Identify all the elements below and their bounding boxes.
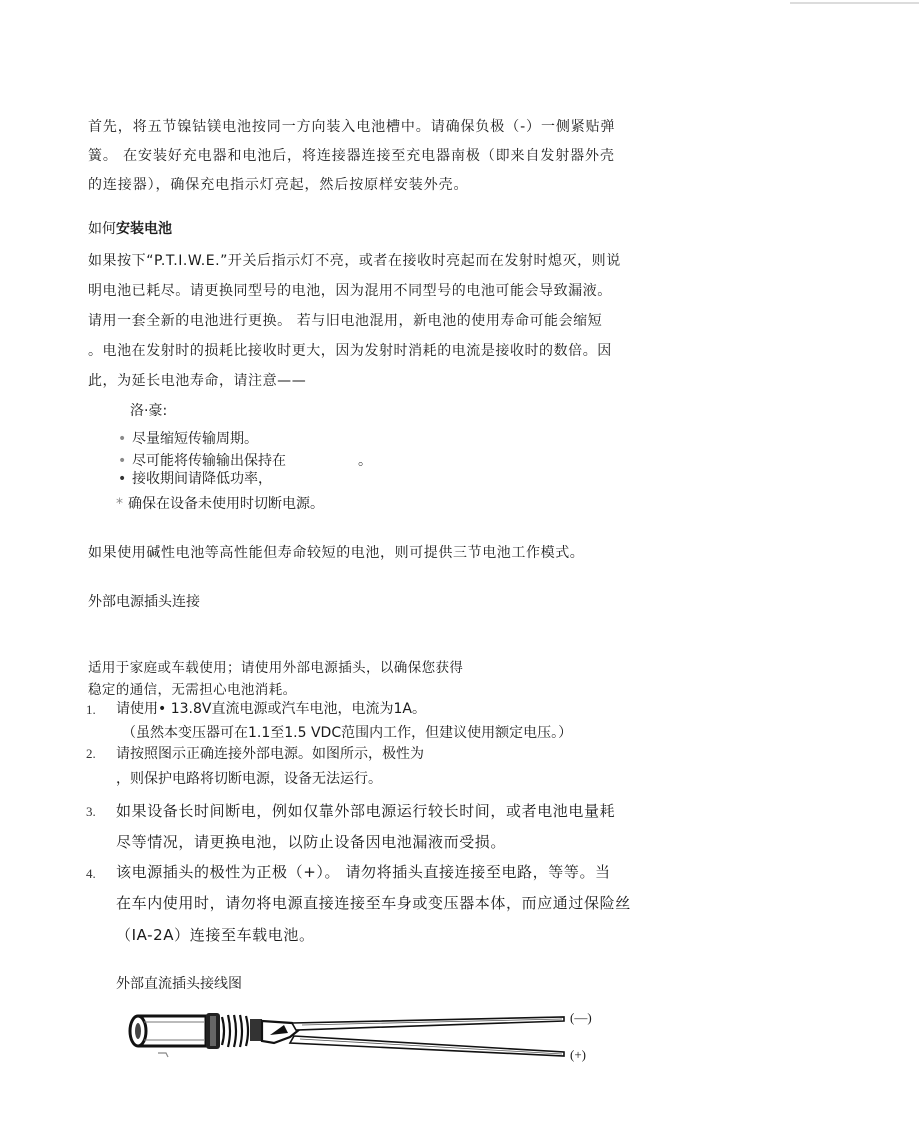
battery-line-4: 。电池在发射时的损耗比接收时更大，因为发射时消耗的电流是接收时的数倍。因 xyxy=(88,343,612,359)
external-intro-line-1: 适用于家庭或车载使用；请使用外部电源插头，以确保您获得 xyxy=(88,660,464,676)
item-1-line-1: 请使用• 13.8V直流电源或汽车电池，电流为1A。 xyxy=(116,701,426,717)
item-number: 2. xyxy=(86,746,96,761)
top-edge-line xyxy=(790,2,919,4)
item-4-line-1: 该电源插头的极性为正极（+）。 请勿将插头直接连接至电路，等等。当 xyxy=(116,863,611,881)
item-number: 1. xyxy=(86,702,96,717)
negative-label: (—) xyxy=(570,1010,592,1025)
battery-paragraph xyxy=(88,246,648,396)
positive-label: (+) xyxy=(570,1047,586,1062)
bullet-text: 尽量缩短传输周期。 xyxy=(132,431,258,447)
item-number: 4. xyxy=(86,866,96,881)
list-item xyxy=(118,428,258,448)
heading-prefix: 如何 xyxy=(88,221,116,237)
bullet-text: 接收期间请降低功率， xyxy=(132,471,272,487)
section-heading-battery xyxy=(88,218,172,238)
intro-line-1: 首先，将五节镍钴镁电池按同一方向装入电池槽中。请确保负极（-）一侧紧贴弹 xyxy=(88,119,616,135)
item-3-line-1: 如果设备长时间断电，例如仅靠外部电源运行较长时间，或者电池电量耗 xyxy=(116,802,616,820)
item-4-line-3: （IA-2A）连接至车载电池。 xyxy=(116,926,315,944)
bullet-marker: • xyxy=(118,471,127,487)
intro-paragraph xyxy=(88,113,648,200)
dc-plug-illustration xyxy=(124,1003,604,1071)
bullet-text: 尽可能将传输输出保持在 xyxy=(132,453,286,469)
battery-line-5: 此，为延长电池寿命，请注意—— xyxy=(88,373,307,389)
diagram-caption: 外部直流插头接线图 xyxy=(116,976,242,992)
item-3-line-2: 尽等情况，请更换电池，以防止设备因电池漏液而受损。 xyxy=(116,833,507,851)
list-item xyxy=(116,493,324,513)
item-number: 3. xyxy=(86,804,96,819)
intro-line-2: 簧。 在安装好充电器和电池后，将连接器连接至充电器南极（即来自发射器外壳 xyxy=(88,148,615,164)
bullet-marker: • xyxy=(118,431,127,447)
list-item xyxy=(118,450,372,470)
item-2-line-2: ，则保护电路将切断电源，设备无法运行。 xyxy=(116,771,382,787)
bullet-trailing: 。 xyxy=(358,453,372,469)
section-heading-external-power: 外部电源插头连接 xyxy=(88,594,200,610)
item-2-line-1: 请按照图示正确连接外部电源。如图所示，极性为 xyxy=(116,746,424,762)
bullet-marker: • xyxy=(118,453,127,469)
battery-line-1: 如果按下“P.T.I.W.E.”开关后指示灯不亮，或者在接收时亮起而在发射时熄灭，则说 xyxy=(88,253,621,269)
bullet-text: 确保在设备未使用时切断电源。 xyxy=(128,496,324,512)
list-item xyxy=(118,468,272,488)
bullet-marker: * xyxy=(116,496,123,512)
alkaline-note: 如果使用碱性电池等高性能但寿命较短的电池，则可提供三节电池工作模式。 xyxy=(88,545,585,561)
item-1-line-2: （虽然本变压器可在1.1至1.5 VDC范围内工作，但建议使用额定电压。） xyxy=(122,725,573,741)
intro-line-3: 的连接器），确保充电指示灯亮起，然后按原样安装外壳。 xyxy=(88,177,469,193)
battery-line-3: 请用一套全新的电池进行更换。 若与旧电池混用，新电池的使用寿命可能会缩短 xyxy=(88,313,603,329)
heading-bold: 安装电池 xyxy=(116,221,172,237)
subheading: 洛·豪: xyxy=(130,403,168,419)
dc-plug-wiring-diagram xyxy=(124,1003,604,1075)
item-4-line-2: 在车内使用时，请勿将电源直接连接至车身或变压器本体，而应通过保险丝 xyxy=(116,894,631,912)
external-intro-line-2: 稳定的通信，无需担心电池消耗。 xyxy=(88,682,297,698)
battery-line-2: 明电池已耗尽。请更换同型号的电池，因为混用不同型号的电池可能会导致漏液。 xyxy=(88,283,612,299)
